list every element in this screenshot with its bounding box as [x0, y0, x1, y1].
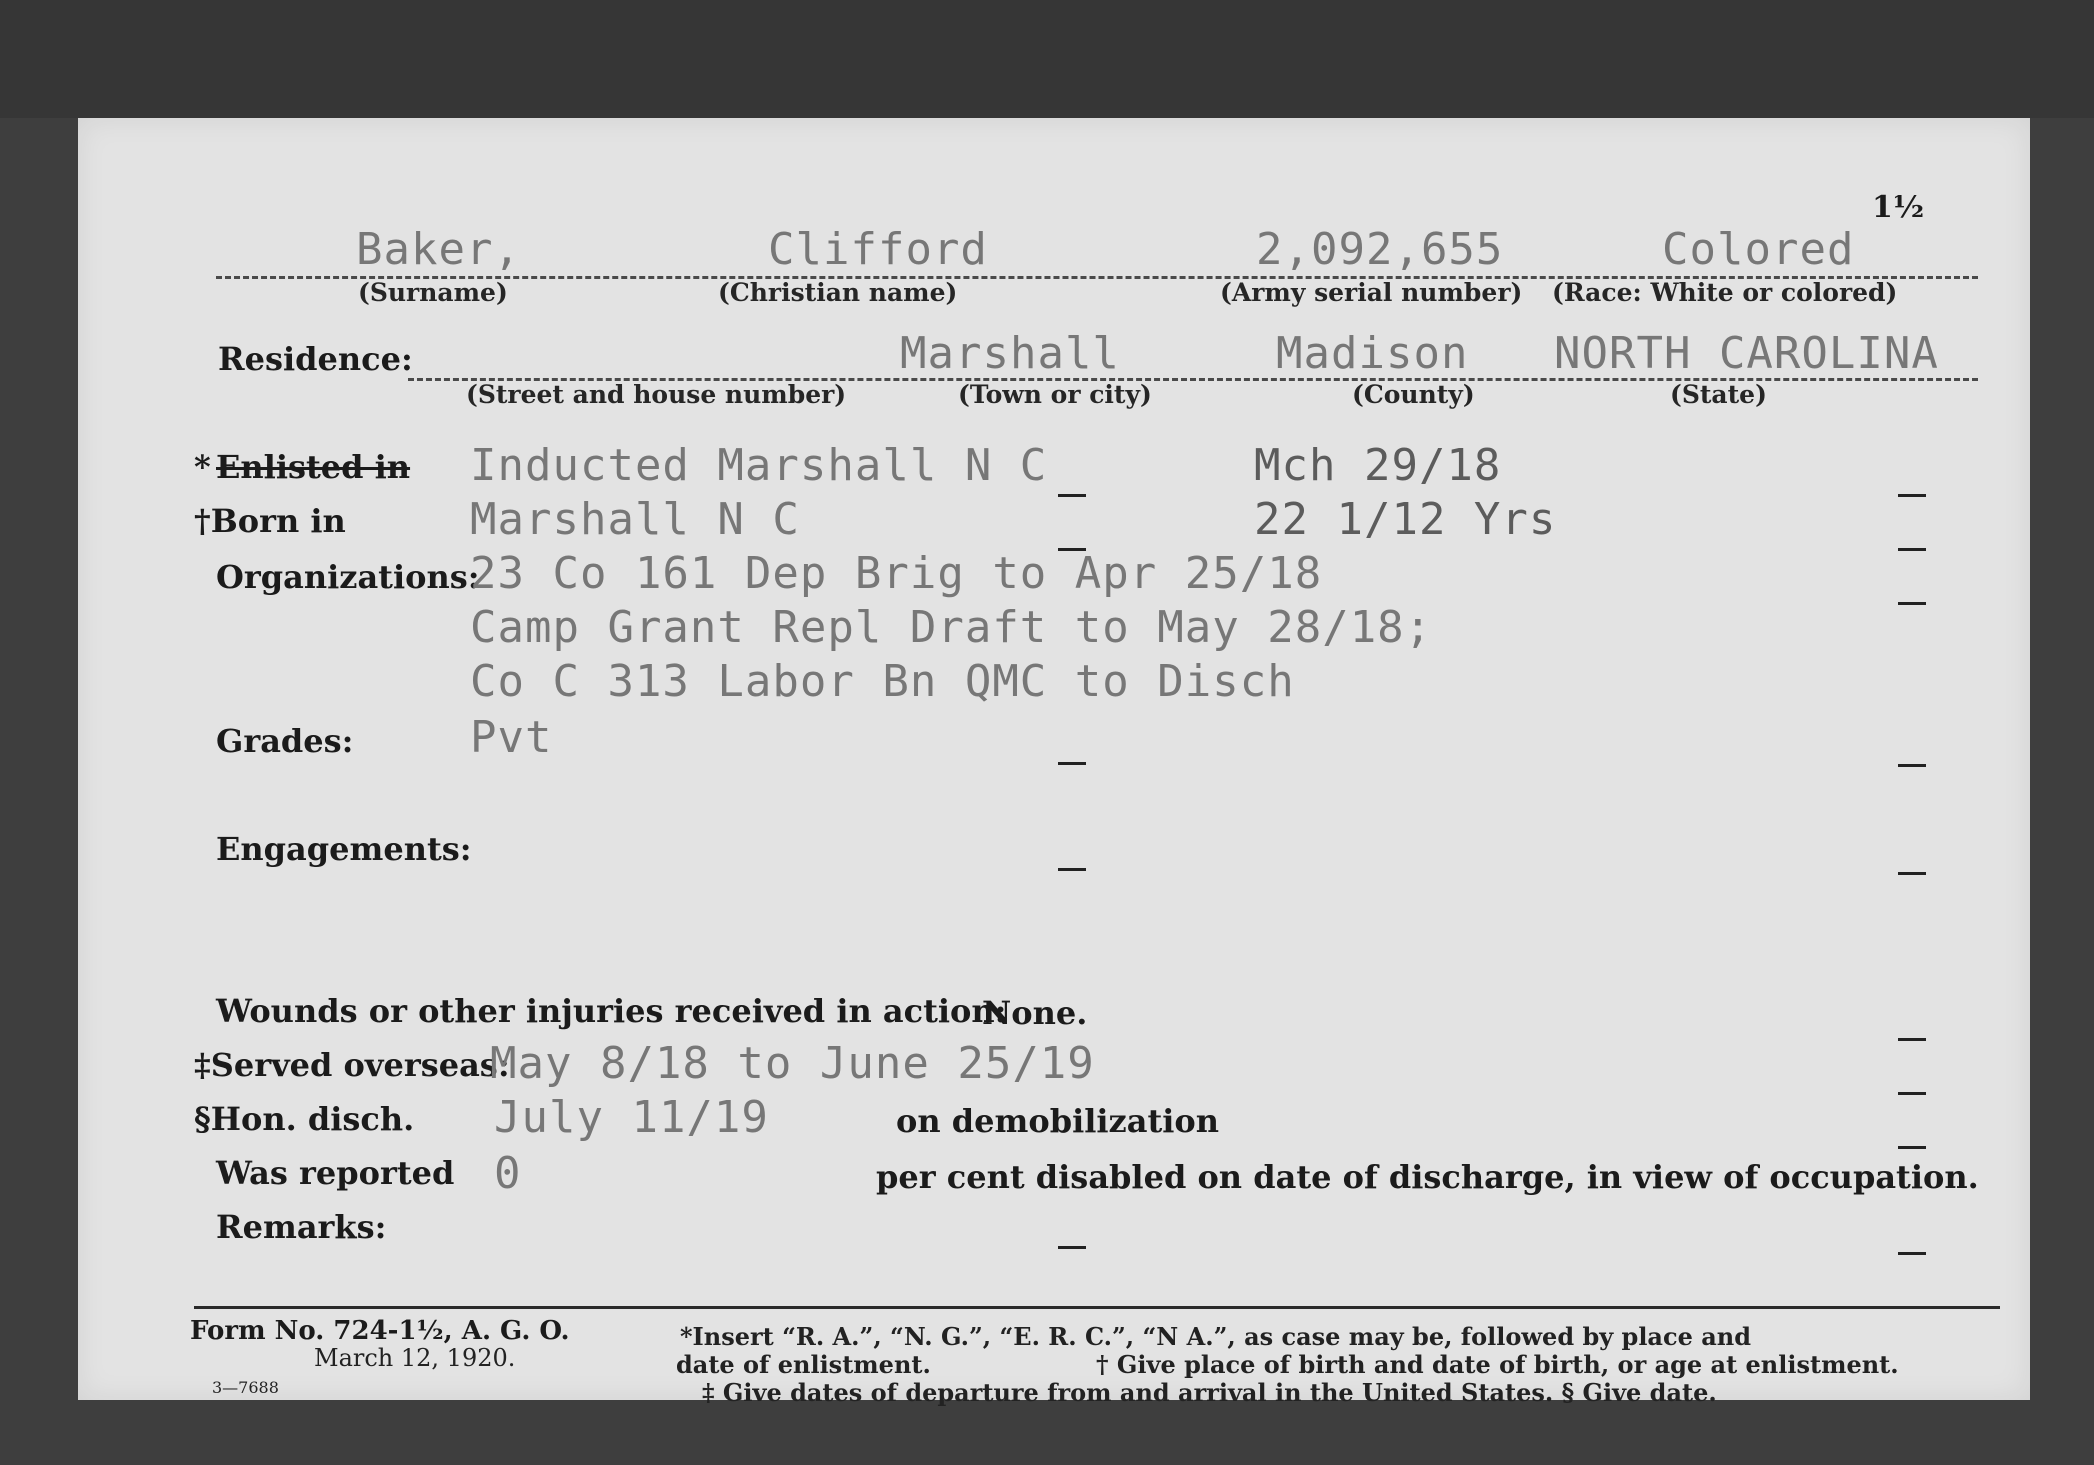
enlisted-value: Inducted Marshall N C: [470, 440, 1048, 491]
remarks-label: Remarks:: [216, 1208, 387, 1246]
footnote-line-1: *Insert “R. A.”, “N. G.”, “E. R. C.”, “N A.”, as case may be, followed by place and: [680, 1322, 1751, 1351]
footnote-line-2b: † Give place of birth and date of birth, or age at enlistment.: [1096, 1350, 1899, 1379]
dash-mark: [1898, 764, 1926, 767]
dash-mark: [1058, 762, 1086, 765]
street-label: (Street and house number): [466, 380, 847, 409]
wounds-label: Wounds or other injuries received in action:: [216, 992, 1007, 1030]
hon-disch-note: on demobilization: [896, 1102, 1219, 1140]
enlisted-star: *: [194, 448, 211, 486]
dash-mark: [1898, 602, 1926, 605]
dash-mark: [1898, 548, 1926, 551]
wounds-value: None.: [982, 994, 1088, 1032]
card-fraction: 1½: [1872, 190, 1925, 225]
race-value: Colored: [1662, 224, 1855, 275]
dash-mark: [1058, 868, 1086, 871]
grades-value: Pvt: [470, 712, 553, 763]
disability-note: per cent disabled on date of discharge, in view of occupation.: [876, 1158, 1979, 1196]
dash-mark: [1058, 1246, 1086, 1249]
footnote-line-2a: date of enlistment.: [676, 1350, 931, 1379]
enlisted-label: Enlisted in: [216, 448, 411, 486]
dash-mark: [1898, 494, 1926, 497]
served-overseas-label: ‡Served overseas:: [194, 1046, 510, 1084]
residence-town: Marshall: [900, 328, 1120, 379]
organization-line: Co C 313 Labor Bn QMC to Disch: [470, 656, 1295, 707]
race-label: (Race: White or colored): [1552, 278, 1898, 307]
residence-county: Madison: [1276, 328, 1469, 379]
dash-mark: [1898, 1092, 1926, 1095]
record-card: [78, 118, 2030, 1407]
organization-line: Camp Grant Repl Draft to May 28/18;: [470, 602, 1433, 653]
christian-name-label: (Christian name): [718, 278, 958, 307]
surname-value: Baker,: [356, 224, 521, 275]
form-number: Form No. 724-1½, A. G. O.: [190, 1316, 570, 1346]
organizations-label: Organizations:: [216, 558, 480, 596]
percent-disabled-value: 0: [494, 1148, 522, 1199]
was-reported-label: Was reported: [216, 1154, 455, 1192]
dash-mark: [1898, 1146, 1926, 1149]
organization-line: 23 Co 161 Dep Brig to Apr 25/18: [470, 548, 1323, 599]
town-label: (Town or city): [958, 380, 1152, 409]
born-label: †Born in: [194, 502, 346, 540]
county-label: (County): [1352, 380, 1475, 409]
hon-disch-label: §Hon. disch.: [194, 1100, 415, 1138]
footnote-line-3: ‡ Give dates of departure from and arrival in the United States. § Give date.: [702, 1378, 1717, 1407]
hon-disch-value: July 11/19: [494, 1092, 769, 1143]
residence-label: Residence:: [218, 340, 413, 378]
surname-label: (Surname): [358, 278, 508, 307]
served-overseas-value: May 8/18 to June 25/19: [490, 1038, 1095, 1089]
dash-mark: [1898, 1252, 1926, 1255]
dash-mark: [1058, 494, 1086, 497]
serial-number-label: (Army serial number): [1220, 278, 1523, 307]
engagements-label: Engagements:: [216, 830, 472, 868]
dash-mark: [1898, 872, 1926, 875]
scanner-background-top: [0, 0, 2094, 118]
footer-rule: [194, 1306, 2000, 1309]
residence-state: NORTH CAROLINA: [1554, 328, 1939, 379]
enlisted-date: Mch 29/18: [1254, 440, 1502, 491]
born-value: Marshall N C: [470, 494, 800, 545]
form-code: 3—7688: [212, 1378, 279, 1397]
grades-label: Grades:: [216, 722, 354, 760]
state-label: (State): [1670, 380, 1767, 409]
age-value: 22 1/12 Yrs: [1254, 494, 1557, 545]
form-date: March 12, 1920.: [314, 1344, 516, 1372]
christian-name-value: Clifford: [768, 224, 988, 275]
dash-mark: [1898, 1038, 1926, 1041]
serial-number-value: 2,092,655: [1256, 224, 1504, 275]
